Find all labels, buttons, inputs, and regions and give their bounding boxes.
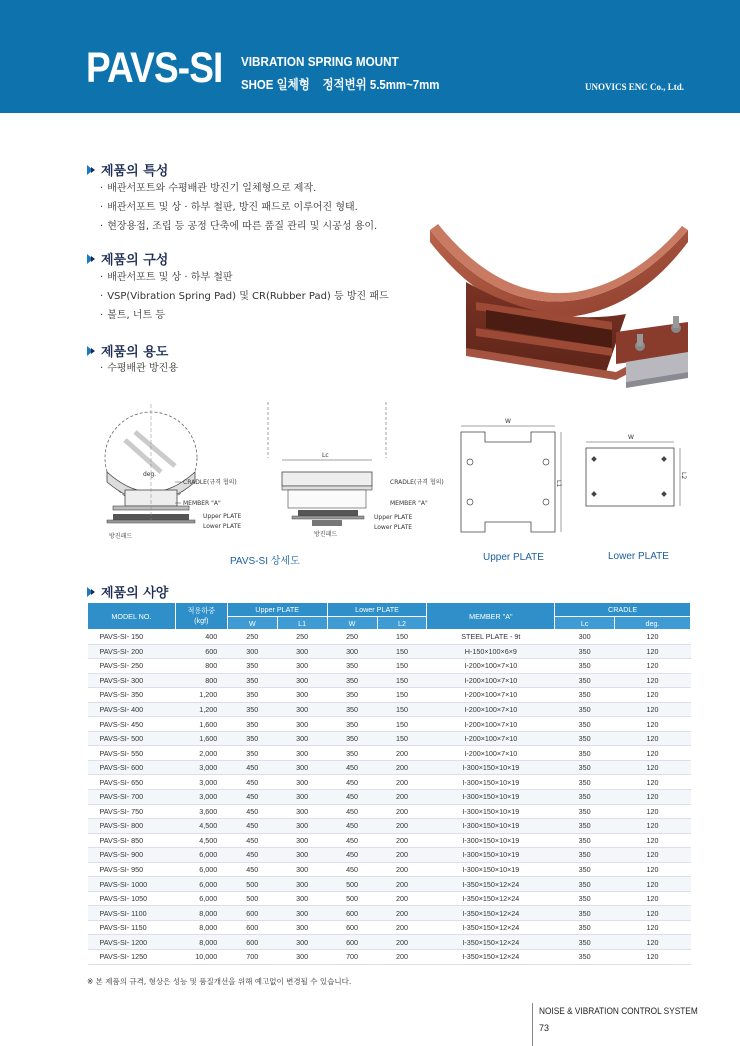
table-cell: 300 (277, 804, 327, 819)
table-cell: 350 (555, 775, 615, 790)
table-cell: 120 (615, 833, 691, 848)
composition-heading (87, 249, 168, 268)
list-item: · 배관서포트 및 상 · 하부 철판, 방진 패드로 이루어진 형태. (100, 198, 377, 217)
table-cell: 6,000 (175, 877, 227, 892)
table-cell: 10,000 (175, 950, 227, 965)
table-cell: I-350×150×12×24 (427, 906, 555, 921)
table-row (88, 804, 691, 819)
table-cell: 1,200 (175, 702, 227, 717)
table-cell: 120 (615, 731, 691, 746)
table-cell: 8,000 (175, 906, 227, 921)
col-upper-plate: Upper PLATE (227, 603, 327, 617)
table-cell: 450 (227, 819, 277, 834)
table-cell: 450 (327, 833, 377, 848)
table-cell: 200 (377, 862, 427, 877)
product-subtitle: VIBRATION SPRING MOUNT (241, 54, 399, 69)
table-cell: 600 (327, 920, 377, 935)
table-cell: STEEL PLATE - 9t (427, 630, 555, 645)
header-banner (0, 0, 740, 113)
pad-label-front: 방진패드 (314, 531, 338, 538)
table-cell: 450 (327, 862, 377, 877)
footer-divider (532, 1003, 533, 1046)
table-cell: 120 (615, 760, 691, 775)
table-cell: 200 (377, 775, 427, 790)
table-cell: 300 (277, 891, 327, 906)
footer-system-title: NOISE & VIBRATION CONTROL SYSTEM (539, 1006, 698, 1016)
table-cell: 120 (615, 746, 691, 761)
upper-plate-label-front: Upper PLATE (374, 514, 413, 521)
table-cell: 500 (227, 877, 277, 892)
col-upper-l1: L1 (277, 617, 327, 630)
table-cell: 300 (555, 630, 615, 645)
col-cradle: CRADLE (555, 603, 691, 617)
table-cell: 450 (227, 862, 277, 877)
table-cell: 120 (615, 935, 691, 950)
lower-w-label: W (628, 434, 634, 441)
usage-heading (87, 341, 168, 360)
table-cell: PAVS-SI- 650 (88, 775, 176, 790)
table-cell: 600 (227, 935, 277, 950)
table-cell: 120 (615, 906, 691, 921)
table-cell: 300 (277, 659, 327, 674)
table-cell: 450 (227, 760, 277, 775)
table-cell: 300 (277, 702, 327, 717)
table-cell: 3,000 (175, 760, 227, 775)
table-cell: PAVS-SI- 1200 (88, 935, 176, 950)
table-cell: PAVS-SI- 1250 (88, 950, 176, 965)
table-cell: 300 (277, 760, 327, 775)
table-row (88, 731, 691, 746)
table-cell: 300 (277, 950, 327, 965)
spec-table-body (88, 630, 691, 965)
col-cradle-lc: Lc (555, 617, 615, 630)
table-cell: 150 (377, 702, 427, 717)
spec-title: 제품의 사양 (101, 586, 169, 601)
table-cell: 120 (615, 673, 691, 688)
table-row (88, 935, 691, 950)
table-cell: 120 (615, 630, 691, 645)
table-cell: 2,000 (175, 746, 227, 761)
table-cell: 300 (277, 688, 327, 703)
table-cell: 150 (377, 688, 427, 703)
table-cell: I-350×150×12×24 (427, 920, 555, 935)
table-cell: I-300×150×10×19 (427, 790, 555, 805)
table-cell: I-200×100×7×10 (427, 673, 555, 688)
table-cell: 3,000 (175, 790, 227, 805)
table-row (88, 644, 691, 659)
table-cell: 350 (327, 717, 377, 732)
table-cell: I-350×150×12×24 (427, 935, 555, 950)
table-row (88, 746, 691, 761)
table-cell: 350 (227, 702, 277, 717)
table-cell: 200 (377, 920, 427, 935)
usage-list (100, 359, 178, 378)
table-cell: 300 (277, 833, 327, 848)
table-cell: 150 (377, 673, 427, 688)
table-cell: 300 (277, 819, 327, 834)
table-cell: PAVS-SI- 300 (88, 673, 176, 688)
lower-plate-caption: Lower PLATE (608, 551, 669, 562)
table-cell: 300 (277, 673, 327, 688)
table-cell: 450 (327, 848, 377, 863)
table-cell: 120 (615, 848, 691, 863)
table-cell: 450 (327, 775, 377, 790)
table-cell: 300 (277, 862, 327, 877)
table-cell: PAVS-SI- 600 (88, 760, 176, 775)
col-lower-w: W (327, 617, 377, 630)
table-cell: 350 (327, 731, 377, 746)
table-row (88, 717, 691, 732)
col-model: MODEL NO. (88, 603, 176, 630)
table-cell: I-350×150×12×24 (427, 877, 555, 892)
table-cell: I-200×100×7×10 (427, 659, 555, 674)
table-cell: 350 (555, 891, 615, 906)
table-cell: 600 (227, 906, 277, 921)
section-arrow-icon (87, 164, 96, 176)
features-heading (87, 160, 168, 179)
spec-heading (87, 582, 168, 601)
member-label-front: MEMBER "A" (390, 500, 428, 507)
table-cell: PAVS-SI- 1100 (88, 906, 176, 921)
table-cell: 450 (327, 790, 377, 805)
table-cell: 300 (277, 920, 327, 935)
table-cell: 6,000 (175, 891, 227, 906)
table-row (88, 790, 691, 805)
table-cell: 300 (277, 877, 327, 892)
table-row (88, 848, 691, 863)
table-cell: I-350×150×12×24 (427, 891, 555, 906)
table-row (88, 760, 691, 775)
table-cell: 120 (615, 877, 691, 892)
table-cell: 200 (377, 746, 427, 761)
table-cell: 1,600 (175, 731, 227, 746)
table-cell: 350 (227, 673, 277, 688)
spec-table (87, 602, 691, 965)
table-row (88, 688, 691, 703)
table-cell: 120 (615, 688, 691, 703)
table-cell: 450 (227, 790, 277, 805)
table-cell: I-300×150×10×19 (427, 760, 555, 775)
features-title: 제품의 특성 (101, 164, 169, 179)
list-item: · 배관서포트와 수평배관 방진기 일체형으로 제작. (100, 179, 377, 198)
table-cell: 120 (615, 702, 691, 717)
table-cell: 350 (227, 731, 277, 746)
table-cell: 350 (555, 702, 615, 717)
lower-plate-label: Lower PLATE (203, 523, 242, 530)
list-item: · 볼트, 너트 등 (100, 306, 389, 325)
table-cell: PAVS-SI- 800 (88, 819, 176, 834)
lower-plate-label-front: Lower PLATE (374, 524, 413, 531)
table-cell: PAVS-SI- 500 (88, 731, 176, 746)
member-label: MEMBER "A" (183, 500, 221, 507)
table-cell: 300 (277, 906, 327, 921)
table-cell: 150 (377, 731, 427, 746)
table-cell: 350 (555, 862, 615, 877)
table-cell: 1,200 (175, 688, 227, 703)
table-row (88, 819, 691, 834)
cradle-label: CRADLE(규격 협의) (183, 479, 237, 486)
usage-title: 제품의 용도 (101, 345, 169, 360)
table-row (88, 630, 691, 645)
table-cell: 300 (327, 644, 377, 659)
table-cell: 120 (615, 862, 691, 877)
table-cell: 300 (277, 717, 327, 732)
table-cell: 350 (327, 688, 377, 703)
col-lower-plate: Lower PLATE (327, 603, 427, 617)
table-cell: PAVS-SI- 250 (88, 659, 176, 674)
deg-label: deg. (143, 471, 157, 478)
table-cell: 120 (615, 891, 691, 906)
table-cell: 300 (277, 848, 327, 863)
table-row (88, 906, 691, 921)
table-row (88, 950, 691, 965)
table-cell: PAVS-SI- 900 (88, 848, 176, 863)
detail-drawing-caption: PAVS-SI 상세도 (230, 556, 300, 567)
side-view-labels (175, 470, 265, 540)
table-cell: 150 (377, 630, 427, 645)
table-cell: I-200×100×7×10 (427, 702, 555, 717)
table-cell: 120 (615, 790, 691, 805)
table-cell: 450 (227, 775, 277, 790)
table-cell: 600 (175, 644, 227, 659)
section-arrow-icon (87, 586, 96, 598)
table-cell: 400 (175, 630, 227, 645)
table-cell: 120 (615, 775, 691, 790)
table-cell: 3,000 (175, 775, 227, 790)
table-cell: 500 (227, 891, 277, 906)
table-row (88, 877, 691, 892)
table-cell: 450 (327, 760, 377, 775)
product-subtitle-spec: SHOE 일체형 정적변위 5.5mm~7mm (241, 77, 440, 92)
table-cell: I-200×100×7×10 (427, 731, 555, 746)
table-cell: H-150×100×6×9 (427, 644, 555, 659)
table-cell: I-300×150×10×19 (427, 819, 555, 834)
spec-note: ※ 본 제품의 규격, 형상은 성능 및 품질개선을 위해 예고없이 변경될 수 있습니다. (87, 977, 352, 986)
table-cell: 250 (327, 630, 377, 645)
col-load: 적용하중 (kgf) (175, 603, 227, 630)
table-cell: 200 (377, 819, 427, 834)
table-cell: 150 (377, 717, 427, 732)
table-cell: 200 (377, 760, 427, 775)
table-cell: 450 (327, 804, 377, 819)
table-cell: 200 (377, 833, 427, 848)
table-row (88, 862, 691, 877)
table-cell: 350 (555, 760, 615, 775)
table-cell: 300 (277, 746, 327, 761)
col-lower-l2: L2 (377, 617, 427, 630)
table-cell: 4,500 (175, 819, 227, 834)
table-cell: 350 (227, 746, 277, 761)
company-name: UNOVICS ENC Co., Ltd. (585, 82, 685, 92)
table-row (88, 673, 691, 688)
table-cell: 3,600 (175, 804, 227, 819)
table-cell: 350 (227, 659, 277, 674)
table-row (88, 702, 691, 717)
upper-l1-label: L1 (555, 480, 562, 488)
table-cell: 350 (555, 644, 615, 659)
upper-plate-caption: Upper PLATE (483, 552, 544, 563)
table-row (88, 891, 691, 906)
table-cell: 350 (227, 717, 277, 732)
table-cell: 600 (227, 920, 277, 935)
table-cell: PAVS-SI- 700 (88, 790, 176, 805)
table-row (88, 659, 691, 674)
upper-plate-drawing (455, 414, 570, 544)
table-cell: 350 (327, 659, 377, 674)
table-cell: 200 (377, 906, 427, 921)
table-cell: 300 (277, 731, 327, 746)
table-cell: 200 (377, 848, 427, 863)
table-cell: 350 (555, 659, 615, 674)
table-cell: 300 (277, 790, 327, 805)
composition-title: 제품의 구성 (101, 253, 169, 268)
col-upper-w: W (227, 617, 277, 630)
table-cell: 350 (555, 833, 615, 848)
pad-label: 방진패드 (109, 533, 133, 540)
table-cell: PAVS-SI- 850 (88, 833, 176, 848)
table-cell: 200 (377, 804, 427, 819)
table-cell: I-300×150×10×19 (427, 833, 555, 848)
table-cell: 4,500 (175, 833, 227, 848)
table-cell: 800 (175, 659, 227, 674)
table-cell: 150 (377, 644, 427, 659)
table-cell: I-300×150×10×19 (427, 862, 555, 877)
table-cell: 350 (555, 746, 615, 761)
lower-l2-label: L2 (680, 472, 687, 480)
table-cell: 600 (327, 906, 377, 921)
table-row (88, 833, 691, 848)
table-cell: PAVS-SI- 1000 (88, 877, 176, 892)
table-cell: 350 (555, 935, 615, 950)
table-cell: 500 (327, 891, 377, 906)
table-cell: 120 (615, 950, 691, 965)
table-row (88, 775, 691, 790)
table-cell: 450 (227, 833, 277, 848)
table-cell: 1,600 (175, 717, 227, 732)
product-photo (426, 222, 692, 392)
table-cell: 350 (555, 688, 615, 703)
table-cell: 8,000 (175, 935, 227, 950)
table-cell: 200 (377, 790, 427, 805)
table-cell: 350 (555, 790, 615, 805)
table-cell: 350 (555, 673, 615, 688)
table-cell: 250 (277, 630, 327, 645)
table-cell: 150 (377, 659, 427, 674)
table-cell: 120 (615, 644, 691, 659)
table-cell: 700 (227, 950, 277, 965)
table-cell: 350 (555, 717, 615, 732)
table-cell: PAVS-SI- 200 (88, 644, 176, 659)
table-cell: I-200×100×7×10 (427, 746, 555, 761)
table-cell: 120 (615, 804, 691, 819)
table-cell: I-300×150×10×19 (427, 775, 555, 790)
table-cell: PAVS-SI- 550 (88, 746, 176, 761)
table-cell: 350 (555, 848, 615, 863)
table-cell: 600 (327, 935, 377, 950)
table-cell: 450 (227, 848, 277, 863)
composition-list (100, 268, 389, 325)
table-cell: 200 (377, 891, 427, 906)
front-view-labels (372, 470, 462, 540)
table-cell: 450 (327, 819, 377, 834)
col-cradle-deg: deg. (615, 617, 691, 630)
page-number: 73 (539, 1023, 550, 1033)
table-cell: PAVS-SI- 400 (88, 702, 176, 717)
table-cell: PAVS-SI- 350 (88, 688, 176, 703)
table-cell: 350 (555, 950, 615, 965)
table-cell: 450 (227, 804, 277, 819)
upper-w-label: W (505, 418, 511, 425)
table-cell: 350 (555, 877, 615, 892)
table-cell: PAVS-SI- 450 (88, 717, 176, 732)
table-cell: 350 (327, 673, 377, 688)
table-cell: 800 (175, 673, 227, 688)
table-cell: 200 (377, 950, 427, 965)
table-row (88, 920, 691, 935)
table-cell: 300 (277, 775, 327, 790)
table-cell: 6,000 (175, 848, 227, 863)
table-cell: 120 (615, 920, 691, 935)
table-cell: 350 (555, 731, 615, 746)
table-cell: 300 (277, 644, 327, 659)
product-model-title: PAVS-SI (86, 44, 223, 92)
table-cell: I-300×150×10×19 (427, 848, 555, 863)
list-item: · VSP(Vibration Spring Pad) 및 CR(Rubber Pad) 등 방진 패드 (100, 287, 389, 306)
lower-plate-drawing (582, 432, 692, 517)
table-cell: 250 (227, 630, 277, 645)
table-cell: 200 (377, 935, 427, 950)
table-cell: 350 (555, 920, 615, 935)
table-cell: 350 (555, 906, 615, 921)
col-member: MEMBER "A" (427, 603, 555, 630)
table-cell: PAVS-SI- 750 (88, 804, 176, 819)
table-cell: 120 (615, 819, 691, 834)
table-cell: 350 (327, 746, 377, 761)
table-cell: PAVS-SI- 150 (88, 630, 176, 645)
table-cell: 300 (277, 935, 327, 950)
table-cell: 8,000 (175, 920, 227, 935)
table-cell: 700 (327, 950, 377, 965)
table-cell: 350 (227, 688, 277, 703)
table-cell: PAVS-SI- 1150 (88, 920, 176, 935)
table-cell: PAVS-SI- 1050 (88, 891, 176, 906)
table-cell: 350 (555, 819, 615, 834)
table-cell: 200 (377, 877, 427, 892)
table-cell: 300 (227, 644, 277, 659)
table-cell: 120 (615, 659, 691, 674)
list-item: · 배관서포트 및 상 · 하부 철판 (100, 268, 389, 287)
table-cell: I-300×150×10×19 (427, 804, 555, 819)
table-cell: I-350×150×12×24 (427, 950, 555, 965)
section-arrow-icon (87, 345, 96, 357)
table-cell: I-200×100×7×10 (427, 688, 555, 703)
table-cell: 500 (327, 877, 377, 892)
table-cell: 350 (555, 804, 615, 819)
features-list (100, 179, 377, 236)
cradle-label-front: CRADLE(규격 협의) (390, 479, 444, 486)
table-cell: 6,000 (175, 862, 227, 877)
section-arrow-icon (87, 253, 96, 265)
list-item: · 현장용접, 조립 등 공정 단축에 따른 품질 관리 및 시공성 용이. (100, 217, 377, 236)
lc-label: Lc (322, 452, 329, 459)
table-cell: 120 (615, 717, 691, 732)
table-cell: I-200×100×7×10 (427, 717, 555, 732)
list-item: · 수평배관 방진용 (100, 359, 178, 378)
table-cell: 350 (327, 702, 377, 717)
upper-plate-label: Upper PLATE (203, 513, 242, 520)
table-cell: PAVS-SI- 950 (88, 862, 176, 877)
